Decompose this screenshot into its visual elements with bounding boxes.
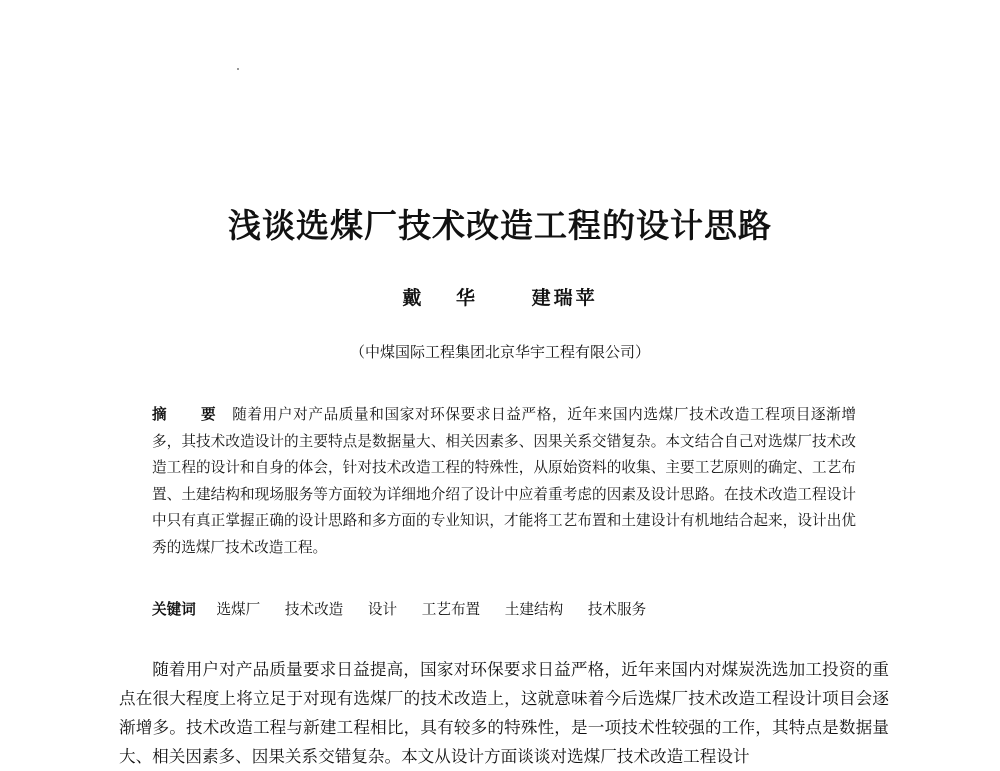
keyword: 工艺布置 (421, 601, 481, 618)
abstract (152, 402, 856, 561)
keyword: 技术服务 (587, 601, 647, 618)
paper-title: 浅谈选煤厂技术改造工程的设计思路 (228, 206, 772, 245)
keyword: 设计 (367, 601, 398, 618)
abstract-text: 随着用户对产品质量和国家对环保要求日益严格，近年来国内选煤厂技术改造工程项目逐渐增多，其技术改造设计的主要特点是数据量大、相关因素多、因果关系交错复杂。本文结合自己对选煤厂技术改造工程的设计和自身的体会，针对技术改造工程的特殊性，从原始资料的收集、主要工艺原则的确定、工艺布置、土建结构和现场服务等方面较为详细地介绍了设计中应着重考虑的因素及设计思路。在技术改造工程设计中只有真正掌握正确的设计思路和多方面的专业知识，才能将工艺布置和土建设计有机地结合起来，设计出优秀的选煤厂技术改造工程。 (152, 406, 856, 556)
abstract-label: 摘 要 (152, 406, 231, 423)
scan-speck (237, 68, 239, 70)
keyword: 土建结构 (504, 601, 564, 618)
keywords-label: 关键词 (152, 601, 196, 618)
keyword: 技术改造 (284, 601, 344, 618)
author-affiliation: （中煤国际工程集团北京华宇工程有限公司） (349, 343, 650, 361)
author-list (0, 283, 1000, 310)
keyword: 选煤厂 (216, 601, 261, 618)
author-name: 戴 华 (402, 287, 489, 309)
body-paragraph: 随着用户对产品质量要求日益提高，国家对环保要求日益严格，近年来国内对煤炭洗选加工投资的重点在很大程度上将立足于对现有选煤厂的技术改造上，这就意味着今后选煤厂技术改造工程设计项目会逐渐增多。技术改造工程与新建工程相比，具有较多的特殊性，是一项技术性较强的工作，其特点是数据量大、相关因素多、因果关系交错复杂。本文从设计方面谈谈对选煤厂技术改造工程设计 (119, 660, 889, 766)
keywords (152, 597, 856, 623)
author-name: 建瑞苹 (531, 287, 598, 309)
